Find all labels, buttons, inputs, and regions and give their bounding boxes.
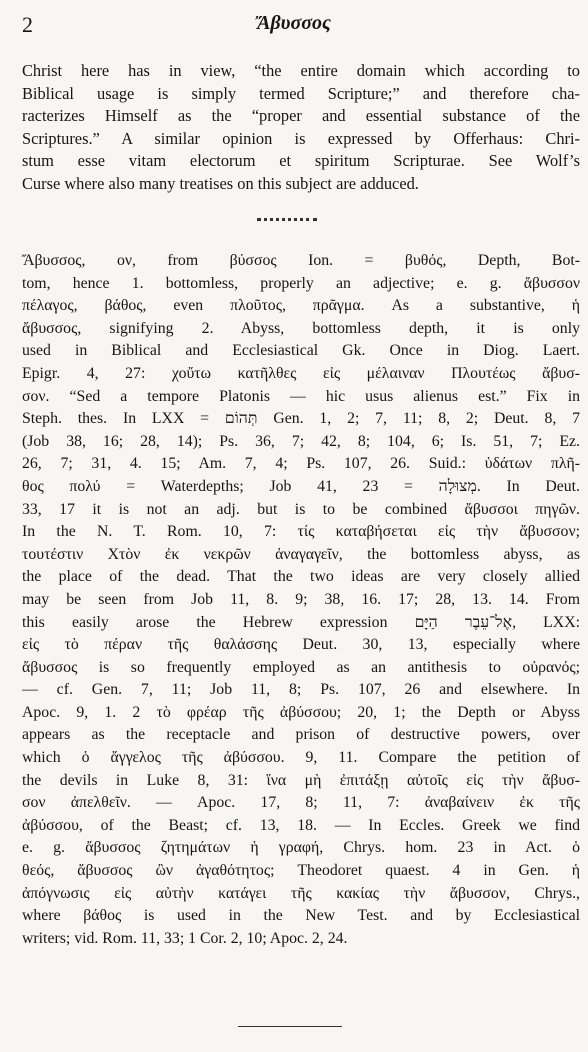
text-line: σον. “Sed a tempore Platonis — hic usus alienus est.” Fix in [22,387,580,405]
text-line: εἰς τὸ πέραν τῆς θαλάσσης Deut. 30, 13, especially where [22,636,580,654]
text-line: the devils in Luke 8, 31: ἵνα μὴ ἐπιτάξῃ αὐτοῖς εἰς τὴν ἄβυσ- [22,771,580,789]
text-line: θεός, ἄβυσσος ὢν ἀγαθότητος; Theodoret quaest. 4 in Gen. ἡ [22,862,580,880]
text-line: writers; vid. Rom. 11, 33; 1 Cor. 2, 10; Apoc. 2, 24. [22,929,348,947]
text-line: Epigr. 4, 27: χοὔτω κατῆλθες εἰς μέλαιναν Πλουτέως ἄβυσ- [22,364,580,382]
end-rule [238,1026,342,1027]
entry-paragraph [22,250,580,950]
text-line: 26, 7; 31, 4. 15; Am. 7, 4; Ps. 107, 26. Suid.: ὑδάτων πλῆ- [22,455,580,473]
text-line: Biblical usage is simply termed Scripture;” and therefore cha- [22,83,580,103]
running-head: Ἄβυσσος [257,12,331,34]
text-line: ἄβυσσος is so frequently employed as an antithesis to οὐρανός; [22,658,580,676]
text-line: the place of the dead. That the two ideas are very closely allied [22,568,580,586]
text-line: In the N. T. Rom. 10, 7: τίς καταβήσεται εἰς τὴν ἄβυσσον; [22,523,580,541]
text-line: may be seen from Job 11, 8. 9; 38, 16. 17; 28, 13. 14. From [22,590,580,608]
text-line: τουτέστιν Χτὸν ἐκ νεκρῶν ἀναγαγεῖν, the bottomless abyss, as [22,545,580,563]
section-separator [257,218,317,221]
continuation-paragraph [22,60,580,196]
text-line: tom, hence 1. bottomless, properly an adjective; e. g. ἄβυσσον [22,274,580,292]
text-line: 33, 17 it is not an adj. but is to be combined ἄβυσσοι πηγῶν. [22,500,580,518]
text-line: e. g. ἄβυσσος ζητημάτων ἡ γραφή, Chrys. hom. 23 in Act. ὁ [22,839,580,857]
text-line: where βάθος is used in the New Test. and by Ecclesiastical [22,907,580,925]
text-line: Apoc. 9, 1. 2 τὸ φρέαρ τῆς ἀβύσσου; 20, 1; the Depth or Abyss [22,703,580,721]
text-line: πέλαγος, βάθος, even πλοῦτος, πρᾶγμα. As a substantive, ἡ [22,297,580,315]
text-line: (Job 38, 16; 28, 14); Ps. 36, 7; 42, 8; 104, 6; Is. 51, 7; Ez. [22,432,580,450]
text-line: Scriptures.” A similar opinion is expressed by Offerhaus: Chri- [22,128,580,148]
text-line: used in Biblical and Ecclesiastical Gk. Once in Diog. Laert. [22,342,580,360]
text-line: Curse where also many treatises on this subject are adduced. [22,173,419,193]
text-line: θος πολύ = Waterdepths; Job 41, 23 = מְצוּלָה. In Deut. [22,477,580,495]
text-line: Steph. thes. In LXX = תְּהוֹם Gen. 1, 2; 7, 11; 8, 2; Deut. 8, 7 [22,410,580,428]
text-line: ἀπόγνωσις εἰς αὐτὴν κατάγει τῆς κακίας τὴν ἄβυσσον, Chrys., [22,884,580,902]
text-line: ἄβυσσος, signifying 2. Abyss, bottomless depth, it is only [22,319,580,337]
text-line: stum esse vitam electorum et spiritum Scripturae. See Wolf’s [22,151,580,171]
text-line: which ὁ ἄγγελος τῆς ἀβύσσου. 9, 11. Compare the petition of [22,749,580,767]
text-line: racterizes Himself as the “proper and essential substance of the [22,106,580,126]
page-header [0,12,588,42]
text-line: appears as the receptacle and prison of destructive powers, over [22,726,580,744]
text-line: — cf. Gen. 7, 11; Job 11, 8; Ps. 107, 26 and elsewhere. In [22,681,580,699]
text-line: Ἄβυσσος, ον, from βύσσος Ion. = βυθός, Depth, Bot- [22,252,580,269]
text-line: ἀβύσσου, of the Beast; cf. 13, 18. — In Eccles. Greek we find [22,816,580,834]
text-line: σον ἀπελθεῖν. — Apoc. 17, 8; 11, 7: ἀναβαίνειν ἐκ τῆς [22,794,580,812]
text-line: Christ here has in view, “the entire domain which according to [22,61,580,80]
page-number: 2 [22,12,33,37]
text-line: this easily arose the Hebrew expression אֶל־עֵבֶר הַיָּם, LXX: [22,613,580,631]
